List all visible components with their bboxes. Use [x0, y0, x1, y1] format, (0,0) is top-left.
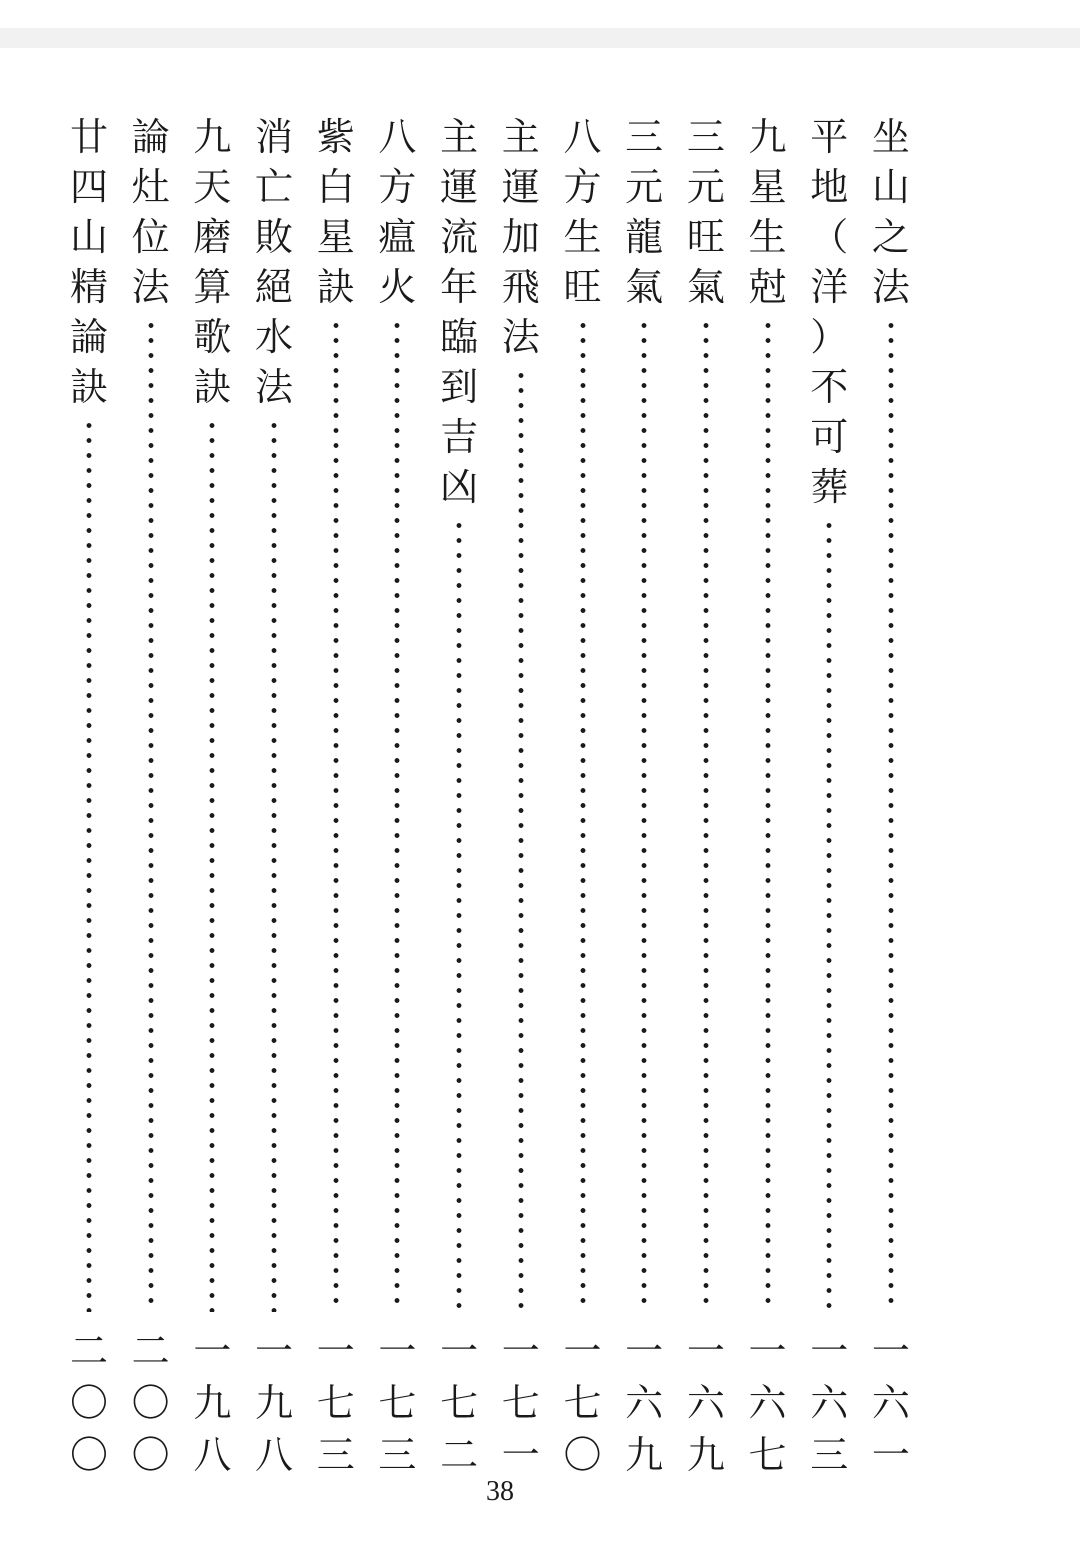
toc-entry-page: 二 〇 〇 — [131, 1329, 170, 1477]
toc-entry — [60, 112, 118, 1482]
toc-entry-title: 三 元 旺 氣 — [686, 115, 725, 309]
toc-entry-page: 一 九 八 — [193, 1329, 232, 1477]
toc-entry — [122, 112, 180, 1482]
toc-entry-page: 一 九 八 — [255, 1329, 294, 1477]
dot-leader — [826, 518, 832, 1312]
toc-entry — [183, 112, 241, 1482]
scan-top-band — [0, 28, 1080, 48]
toc-entry — [862, 112, 920, 1482]
dot-leader — [148, 318, 154, 1312]
dot-leader — [703, 318, 709, 1312]
toc-entry-page: 一 六 七 — [748, 1329, 787, 1477]
toc-entry-page: 一 七 三 — [316, 1329, 355, 1477]
toc-entry-page: 一 七 二 — [440, 1329, 479, 1477]
toc-entry — [430, 112, 488, 1482]
toc-entry-page: 一 七 〇 — [563, 1329, 602, 1477]
toc-entry — [245, 112, 303, 1482]
dot-leader — [456, 518, 462, 1312]
toc-entry — [492, 112, 550, 1482]
toc-entry-page: 一 六 一 — [871, 1329, 910, 1477]
toc-entry-title: 九 天 磨 算 歌 訣 — [193, 115, 232, 409]
dot-leader — [209, 418, 215, 1312]
toc-entry-page: 一 六 九 — [686, 1329, 725, 1477]
toc-entry-page: 一 六 三 — [810, 1329, 849, 1477]
toc-entry — [368, 112, 426, 1482]
dot-leader — [518, 368, 524, 1312]
dot-leader — [888, 318, 894, 1312]
toc-entry-title: 主 運 流 年 臨 到 吉 凶 — [440, 115, 479, 509]
dot-leader — [580, 318, 586, 1312]
toc-entry-page: 一 七 一 — [501, 1329, 540, 1477]
dot-leader — [86, 418, 92, 1312]
toc-entry — [677, 112, 735, 1482]
toc-entry-title: 三 元 龍 氣 — [625, 115, 664, 309]
toc-entry-page: 一 六 九 — [625, 1329, 664, 1477]
toc-entry-title: 主 運 加 飛 法 — [501, 115, 540, 359]
toc-entry-title: 平 地 （ 洋 ） 不 可 葬 — [810, 115, 849, 509]
toc-entry-title: 論 灶 位 法 — [131, 115, 170, 309]
toc-entry-title: 坐 山 之 法 — [871, 115, 910, 309]
toc-entry — [615, 112, 673, 1482]
toc-entry — [739, 112, 797, 1482]
dot-leader — [641, 318, 647, 1312]
dot-leader — [765, 318, 771, 1312]
toc-entry-title: 九 星 生 尅 — [748, 115, 787, 309]
toc-entry-page: 二 〇 〇 — [69, 1329, 108, 1477]
toc-entry-title: 消 亡 敗 絕 水 法 — [255, 115, 294, 409]
dot-leader — [271, 418, 277, 1312]
table-of-contents — [60, 112, 920, 1482]
toc-entry-title: 廿 四 山 精 論 訣 — [69, 115, 108, 409]
dot-leader — [333, 318, 339, 1312]
page-number: 38 — [486, 1476, 514, 1507]
toc-entry — [554, 112, 612, 1482]
dot-leader — [394, 318, 400, 1312]
toc-entry-title: 八 方 生 旺 — [563, 115, 602, 309]
toc-entry — [800, 112, 858, 1482]
toc-entry-page: 一 七 三 — [378, 1329, 417, 1477]
toc-entry-title: 紫 白 星 訣 — [316, 115, 355, 309]
toc-entry — [307, 112, 365, 1482]
toc-entry-title: 八 方 瘟 火 — [378, 115, 417, 309]
